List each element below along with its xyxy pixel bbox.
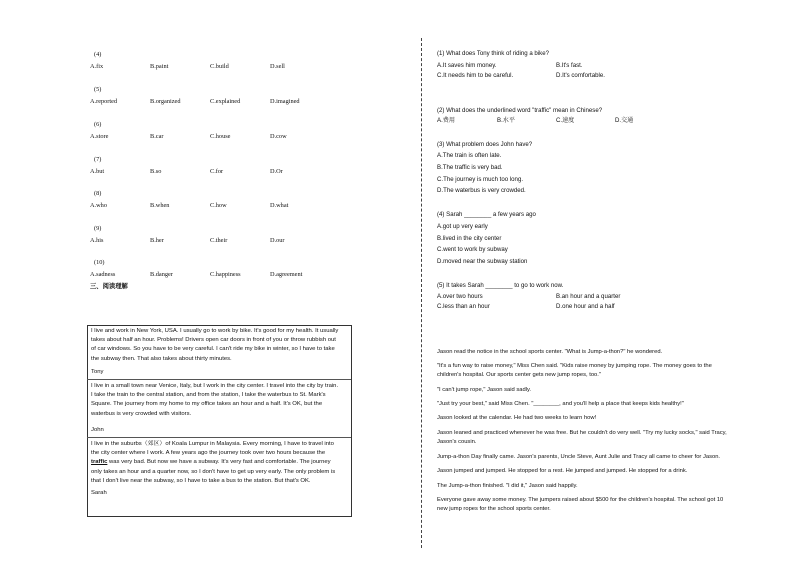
passage-text: I live and work in New York, USA. I usually go to work by bike. It's good for my health. It usually takes about half an hour. Problems! Drivers open car doors in front of you or throw rubbish out of car windows. So you have to be very careful. I can't ride my bike in winter, so I have to take the subway then. That also takes about thirty minutes.	[91, 328, 339, 362]
option: D.The waterbus is very crowded.	[437, 187, 526, 194]
option: B.when	[150, 202, 170, 209]
option: C.less than an hour	[437, 303, 490, 310]
story-paragraph: "I can't jump rope," Jason said sadly.	[437, 387, 532, 393]
passage-text: I live in a small town near Venice, Italy, but I work in the city center. I travel into the city by train. I take the train to the central station, and from the station, I take the waterbus to St. Mark's Square. The journey from my home to my office takes an hour and a half. It's OK, but the waterbus is very crowded with visitors.	[91, 383, 339, 417]
option: A.his	[90, 237, 104, 244]
underlined-word: traffic	[91, 459, 108, 466]
option: B.organized	[150, 98, 181, 105]
option: B.her	[150, 237, 164, 244]
option: C.for	[210, 168, 224, 175]
story-paragraph: "Just try your best," said Miss Chen. "________, and you'll help a place that keeps kids healthy!"	[437, 401, 684, 407]
option: C.their	[210, 237, 228, 244]
section-title: 三、阅读理解	[90, 283, 128, 290]
option: A.over two hours	[437, 293, 483, 300]
option: D.cow	[270, 133, 287, 140]
option: B.lived in the city center	[437, 235, 502, 242]
option: B.danger	[150, 271, 173, 278]
passage-author: Sarah	[91, 490, 107, 497]
option: A.fix	[90, 63, 104, 70]
option: C.The journey is much too long.	[437, 176, 524, 183]
passage-tony	[91, 327, 341, 377]
option: A.费用	[437, 117, 455, 124]
option: C.速度	[556, 117, 575, 124]
divider-line	[87, 437, 351, 438]
option: D.what	[270, 202, 289, 209]
cloze-number: (5)	[94, 86, 102, 93]
option: C.house	[210, 133, 231, 140]
cloze-number: (10)	[94, 259, 105, 266]
cloze-number: (8)	[94, 190, 102, 197]
story-paragraph: Jump-a-thon Day finally came. Jason's parents, Uncle Steve, Aunt Julie and Tracy all came to cheer for Jason.	[437, 454, 721, 460]
option: C.It needs him to be careful.	[437, 72, 514, 79]
option: B.an hour and a quarter	[556, 293, 621, 300]
option: A.It saves him money.	[437, 62, 497, 69]
option: D.交通	[615, 117, 634, 124]
passage-sarah	[91, 440, 341, 498]
cloze-number: (4)	[94, 51, 102, 58]
story-paragraph: "It's a fun way to raise money," Miss Chen said. "Kids raise money by jumping rope. The money goes to the children's hospital. Our sports center gets new jump ropes, too."	[437, 363, 712, 378]
page-divider	[421, 38, 422, 548]
cloze-number: (6)	[94, 121, 102, 128]
option: B.car	[150, 133, 164, 140]
story-paragraph: Jason jumped and jumped. He stopped for a rest. He jumped and jumped. He stopped for a drink.	[437, 468, 688, 474]
option: A.The train is often late.	[437, 152, 502, 159]
option: D.sell	[270, 63, 285, 70]
story-paragraph: Jason read the notice in the school sports center. "What is Jump-a-thon?" he wondered.	[437, 349, 663, 355]
option: C.went to work by subway	[437, 246, 508, 253]
option: A.reported	[90, 98, 118, 105]
option: A.got up very early	[437, 223, 488, 230]
question-stem: (2) What does the underlined word "traffic" mean in Chinese?	[437, 107, 603, 114]
option: D.imagined	[270, 98, 300, 105]
cloze-number: (9)	[94, 225, 102, 232]
story-paragraph: Jason leaned and practiced whenever he was free. But he couldn't do very well. "Try my lucky socks," said Tracy, Jason's cousin.	[437, 430, 727, 445]
option: D.moved near the subway station	[437, 258, 528, 265]
story-paragraph: Everyone gave away some money. The jumpers raised about $500 for the children's hospital. The school got 10 new jump ropes for the school sports center.	[437, 497, 724, 512]
option: A.but	[90, 168, 105, 175]
option: C.explained	[210, 98, 241, 105]
option: B.so	[150, 168, 162, 175]
option: D.Or	[270, 168, 283, 175]
question-stem: (5) It takes Sarah ________ to go to work now.	[437, 282, 564, 289]
option: A.sadness	[90, 271, 116, 278]
question-stem: (1) What does Tony think of riding a bike?	[437, 50, 550, 57]
passage-author: Tony	[91, 368, 104, 375]
story-paragraph: The Jump-a-thon finished. "I did it," Jason said happily.	[437, 483, 578, 489]
option: C.happiness	[210, 271, 241, 278]
passage-john	[91, 382, 341, 435]
story-paragraph: Jason looked at the calendar. He had two weeks to learn how!	[437, 415, 597, 421]
option: B.paint	[150, 63, 169, 70]
option: A.store	[90, 133, 109, 140]
question-stem: (3) What problem does John have?	[437, 141, 533, 148]
passage-author: John	[91, 426, 104, 433]
option: C.build	[210, 63, 229, 70]
option: D.one hour and a half	[556, 303, 615, 310]
option: B.The traffic is very bad.	[437, 164, 503, 171]
cloze-number: (7)	[94, 156, 102, 163]
option: B.It's fast.	[556, 62, 583, 69]
question-stem: (4) Sarah ________ a few years ago	[437, 211, 536, 218]
option: C.how	[210, 202, 227, 209]
option: A.who	[90, 202, 107, 209]
option: D.our	[270, 237, 285, 244]
divider-line	[87, 379, 351, 380]
passage-text: I live in the suburbs（郊区）of Koala Lumpur in Malaysia. Every morning, I have to travel into the city center where I work. A few years ago the journey took over two hours because the traffic was very bad. But now we have a subway. It's very fast and comfortable. The journey only takes an hour and a quarter now, so I don't have to get up very early. The only problem is that I don't live near the subway, so I have to take a bus to the station. But that's OK.	[91, 441, 336, 484]
option: D.agreement	[270, 271, 303, 278]
option: B.水平	[497, 117, 515, 124]
option: D.It's comfortable.	[556, 72, 605, 79]
